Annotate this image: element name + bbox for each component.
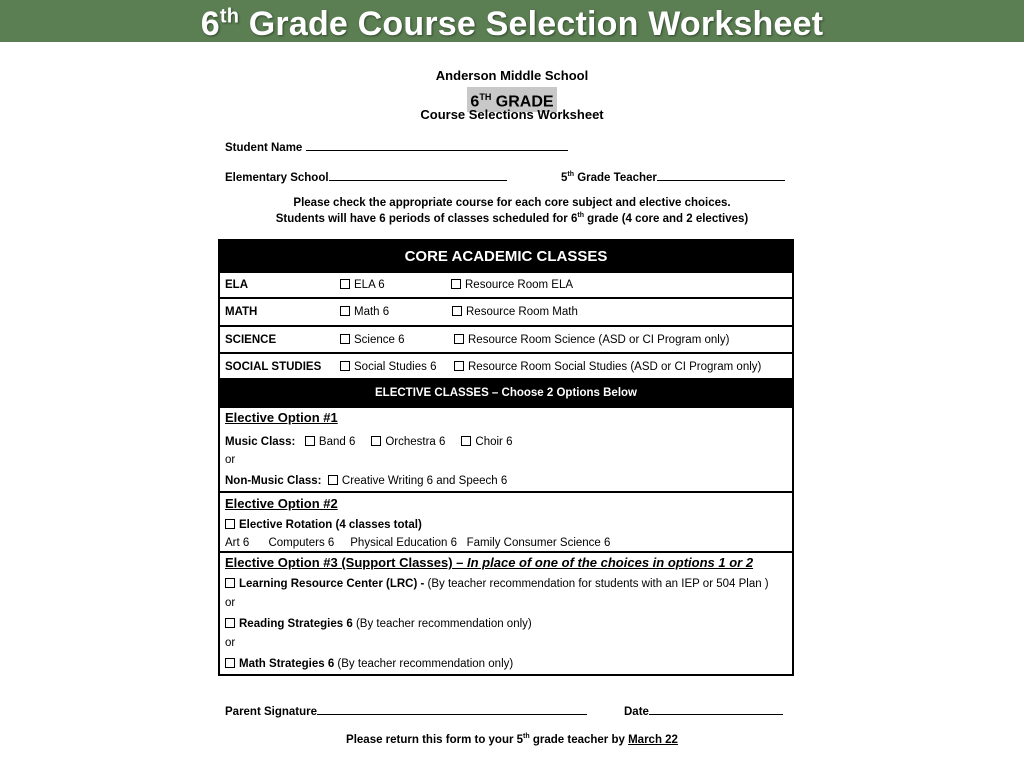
option-reading-strategies[interactable]: Reading Strategies 6 (By teacher recommendation only) bbox=[225, 618, 532, 630]
checkbox-icon[interactable] bbox=[225, 618, 235, 628]
option-lrc[interactable]: Learning Resource Center (LRC) - (By teacher recommendation for students with an IEP or 504 Plan ) bbox=[225, 578, 769, 590]
or-text: or bbox=[225, 637, 236, 649]
or-text: or bbox=[225, 597, 236, 609]
subject-label: MATH bbox=[225, 306, 258, 318]
option-band-6[interactable]: Band 6 bbox=[305, 436, 355, 448]
option-orchestra-6[interactable]: Orchestra 6 bbox=[371, 436, 445, 448]
return-instruction: Please return this form to your 5th grade teacher by March 22 bbox=[346, 733, 678, 746]
elective-option-1 bbox=[220, 408, 792, 493]
non-music-class-line bbox=[225, 475, 507, 487]
date-field bbox=[624, 703, 783, 718]
checkbox-icon[interactable] bbox=[225, 578, 235, 588]
non-music-class-label: Non-Music Class: bbox=[225, 475, 322, 487]
core-classes-header: CORE ACADEMIC CLASSES bbox=[220, 241, 792, 273]
school-name: Anderson Middle School bbox=[435, 68, 589, 83]
slide-title: 6th Grade Course Selection Worksheet bbox=[200, 5, 824, 43]
date-label: Date bbox=[624, 706, 649, 718]
course-form-table bbox=[218, 239, 794, 676]
subject-label: SOCIAL STUDIES bbox=[225, 361, 322, 373]
elective-option-2 bbox=[220, 493, 792, 553]
music-class-label: Music Class: bbox=[225, 436, 296, 448]
elementary-school-line[interactable] bbox=[329, 169, 507, 181]
option-3-title: Elective Option #3 (Support Classes) – In place of one of the choices in options 1 or 2 bbox=[225, 555, 754, 570]
worksheet-title: Course Selections Worksheet bbox=[420, 107, 604, 122]
core-row-science bbox=[220, 327, 792, 354]
date-line[interactable] bbox=[649, 703, 783, 715]
teacher-line[interactable] bbox=[657, 169, 785, 181]
option-creative-writing[interactable]: Creative Writing 6 and Speech 6 bbox=[328, 475, 507, 487]
teacher-label: 5th Grade Teacher bbox=[561, 171, 657, 184]
core-row-ela bbox=[220, 273, 792, 299]
elective-classes-header: ELECTIVE CLASSES – Choose 2 Options Below bbox=[220, 378, 792, 408]
option-elective-rotation[interactable]: Elective Rotation (4 classes total) bbox=[225, 519, 422, 531]
music-class-line bbox=[225, 436, 512, 448]
checkbox-icon[interactable] bbox=[340, 279, 350, 289]
option-ela-6[interactable]: ELA 6 bbox=[340, 279, 385, 291]
student-name-line[interactable] bbox=[306, 139, 568, 151]
checkbox-icon[interactable] bbox=[452, 306, 462, 316]
checkbox-icon[interactable] bbox=[340, 306, 350, 316]
parent-signature-label: Parent Signature bbox=[225, 706, 318, 718]
checkbox-icon[interactable] bbox=[454, 334, 464, 344]
parent-signature-field bbox=[225, 703, 587, 718]
option-resource-social-studies[interactable]: Resource Room Social Studies (ASD or CI Program only) bbox=[454, 361, 761, 373]
checkbox-icon[interactable] bbox=[340, 334, 350, 344]
option-resource-science[interactable]: Resource Room Science (ASD or CI Program only) bbox=[454, 334, 729, 346]
core-row-social-studies bbox=[220, 354, 792, 378]
option-resource-ela[interactable]: Resource Room ELA bbox=[451, 279, 573, 291]
student-name-label: Student Name bbox=[225, 142, 303, 154]
grade-label: 6TH GRADE bbox=[467, 87, 556, 112]
rotation-classes: Art 6 Computers 6 Physical Education 6 Family Consumer Science 6 bbox=[225, 537, 611, 549]
option-2-title: Elective Option #2 bbox=[225, 496, 338, 511]
checkbox-icon[interactable] bbox=[454, 361, 464, 371]
subject-label: SCIENCE bbox=[225, 334, 277, 346]
checkbox-icon[interactable] bbox=[305, 436, 315, 446]
checkbox-icon[interactable] bbox=[371, 436, 381, 446]
return-deadline: March 22 bbox=[628, 733, 678, 746]
option-math-6[interactable]: Math 6 bbox=[340, 306, 389, 318]
option-1-title: Elective Option #1 bbox=[225, 410, 338, 425]
checkbox-icon[interactable] bbox=[225, 658, 235, 668]
student-name-field bbox=[225, 139, 568, 154]
core-row-math bbox=[220, 299, 792, 327]
checkbox-icon[interactable] bbox=[461, 436, 471, 446]
option-science-6[interactable]: Science 6 bbox=[340, 334, 405, 346]
instruction-line-1: Please check the appropriate course for each core subject and elective choices. bbox=[293, 197, 731, 209]
instruction-line-2: Students will have 6 periods of classes scheduled for 6th grade (4 core and 2 electives) bbox=[275, 212, 749, 225]
teacher-field bbox=[561, 169, 785, 184]
subject-label: ELA bbox=[225, 279, 248, 291]
checkbox-icon[interactable] bbox=[451, 279, 461, 289]
option-math-strategies[interactable]: Math Strategies 6 (By teacher recommendation only) bbox=[225, 658, 513, 670]
elementary-school-field bbox=[225, 169, 507, 184]
option-choir-6[interactable]: Choir 6 bbox=[461, 436, 512, 448]
checkbox-icon[interactable] bbox=[340, 361, 350, 371]
option-resource-math[interactable]: Resource Room Math bbox=[452, 306, 578, 318]
option-social-studies-6[interactable]: Social Studies 6 bbox=[340, 361, 436, 373]
elective-option-3 bbox=[220, 553, 792, 674]
checkbox-icon[interactable] bbox=[225, 519, 235, 529]
or-text: or bbox=[225, 454, 236, 466]
checkbox-icon[interactable] bbox=[328, 475, 338, 485]
parent-signature-line[interactable] bbox=[317, 703, 587, 715]
elementary-school-label: Elementary School bbox=[225, 172, 329, 184]
